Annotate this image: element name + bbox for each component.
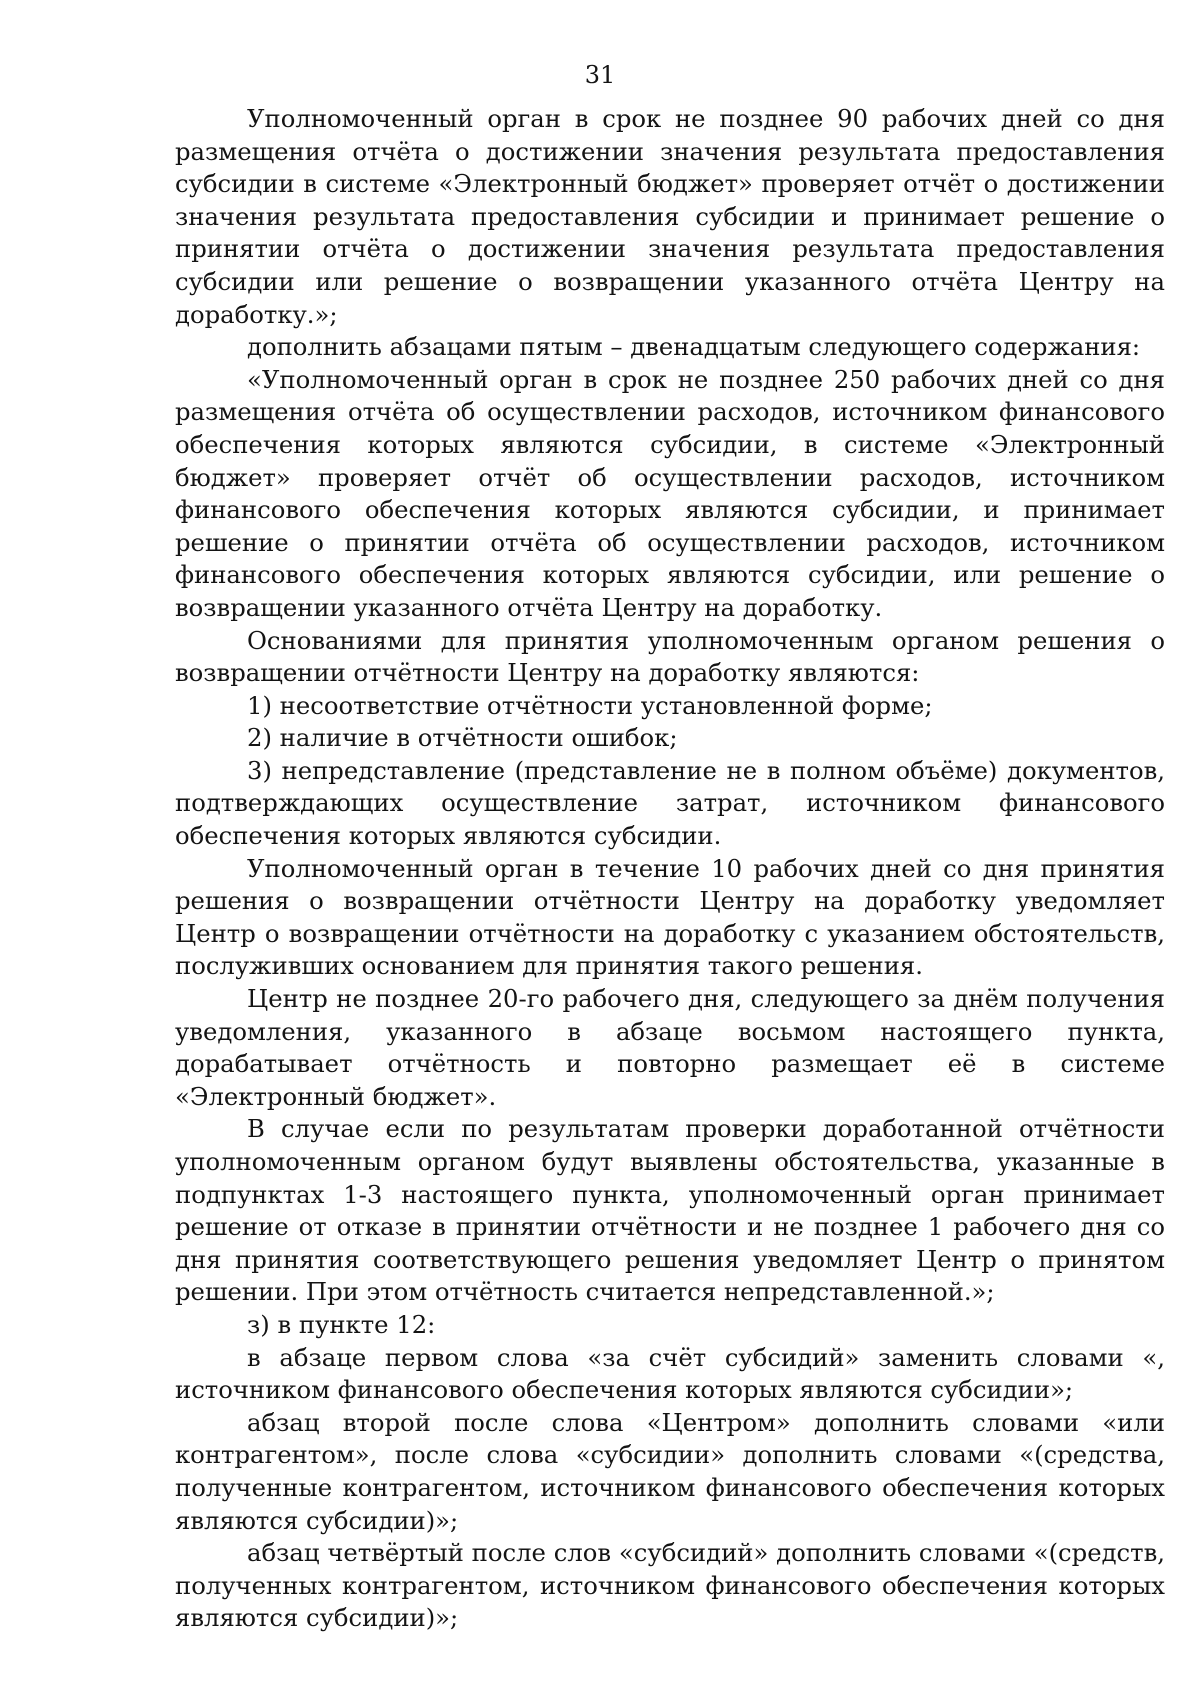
paragraph: дополнить абзацами пятым – двенадцатым следующего содержания: bbox=[247, 332, 1141, 362]
paragraph: Центр не позднее 20-го рабочего дня, следующего за днём получения уведомления, указанного в абзаце восьмом настоящего пункта, дорабатывает отчётность и повторно размещает её в системе «Электронный бюджет». bbox=[175, 984, 1165, 1111]
paragraph: «Уполномоченный орган в срок не позднее 250 рабочих дней со дня размещения отчёта об осуществлении расходов, источником финансового обеспечения которых являются субсидии, в системе «Электронный бюджет» проверяет отчёт об осуществлении расходов, источником финансового обеспечения которых являются субсидии, и принимает решение о принятии отчёта об осуществлении расходов, источником финансового обеспечения которых являются субсидии, или решение о возвращении указанного отчёта Центру на доработку. bbox=[175, 364, 1165, 622]
paragraph: 2) наличие в отчётности ошибок; bbox=[247, 723, 678, 753]
paragraph: 1) несоответствие отчётности установленной форме; bbox=[247, 690, 933, 720]
document-body bbox=[175, 103, 1165, 1635]
paragraph: абзац второй после слова «Центром» дополнить словами «или контрагентом», после слова «субсидии» дополнить словами «(средства, полученные контрагентом, источником финансового обеспечения которых являются субсидии)»; bbox=[175, 1407, 1165, 1535]
paragraph: В случае если по результатам проверки доработанной отчётности уполномоченным органом будут выявлены обстоятельства, указанные в подпунктах 1-3 настоящего пункта, уполномоченный орган принимает решение от отказе в принятии отчётности и не позднее 1 рабочего дня со дня принятия соответствующего решения уведомляет Центр о принятом решении. При этом отчётность считается непредставленной.»; bbox=[175, 1114, 1165, 1307]
paragraph: абзац четвёртый после слов «субсидий» дополнить словами «(средств, полученных контрагентом, источником финансового обеспечения которых являются субсидии)»; bbox=[175, 1538, 1165, 1633]
paragraph: з) в пункте 12: bbox=[247, 1309, 436, 1339]
paragraph: Уполномоченный орган в срок не позднее 90 рабочих дней со дня размещения отчёта о достижении значения результата предоставления субсидии в системе «Электронный бюджет» проверяет отчёт о достижении значения результата предоставления субсидии и принимает решение о принятии отчёта о достижении значения результата предоставления субсидии или решение о возвращении указанного отчёта Центру на доработку.»; bbox=[175, 104, 1165, 329]
paragraph: Уполномоченный орган в течение 10 рабочих дней со дня принятия решения о возвращении отчётности Центру на доработку уведомляет Центр о возвращении отчётности на доработку с указанием обстоятельств, послуживших основанием для принятия такого решения. bbox=[175, 853, 1165, 981]
page-number: 31 bbox=[584, 61, 616, 89]
paragraph: Основаниями для принятия уполномоченным органом решения о возвращении отчётности Центру на доработку являются: bbox=[175, 625, 1165, 688]
paragraph: в абзаце первом слова «за счёт субсидий» заменить словами «, источником финансового обеспечения которых являются субсидии»; bbox=[175, 1342, 1165, 1405]
paragraph: 3) непредставление (представление не в полном объёме) документов, подтверждающих осуществление затрат, источником финансового обеспечения которых являются субсидии. bbox=[175, 755, 1165, 851]
